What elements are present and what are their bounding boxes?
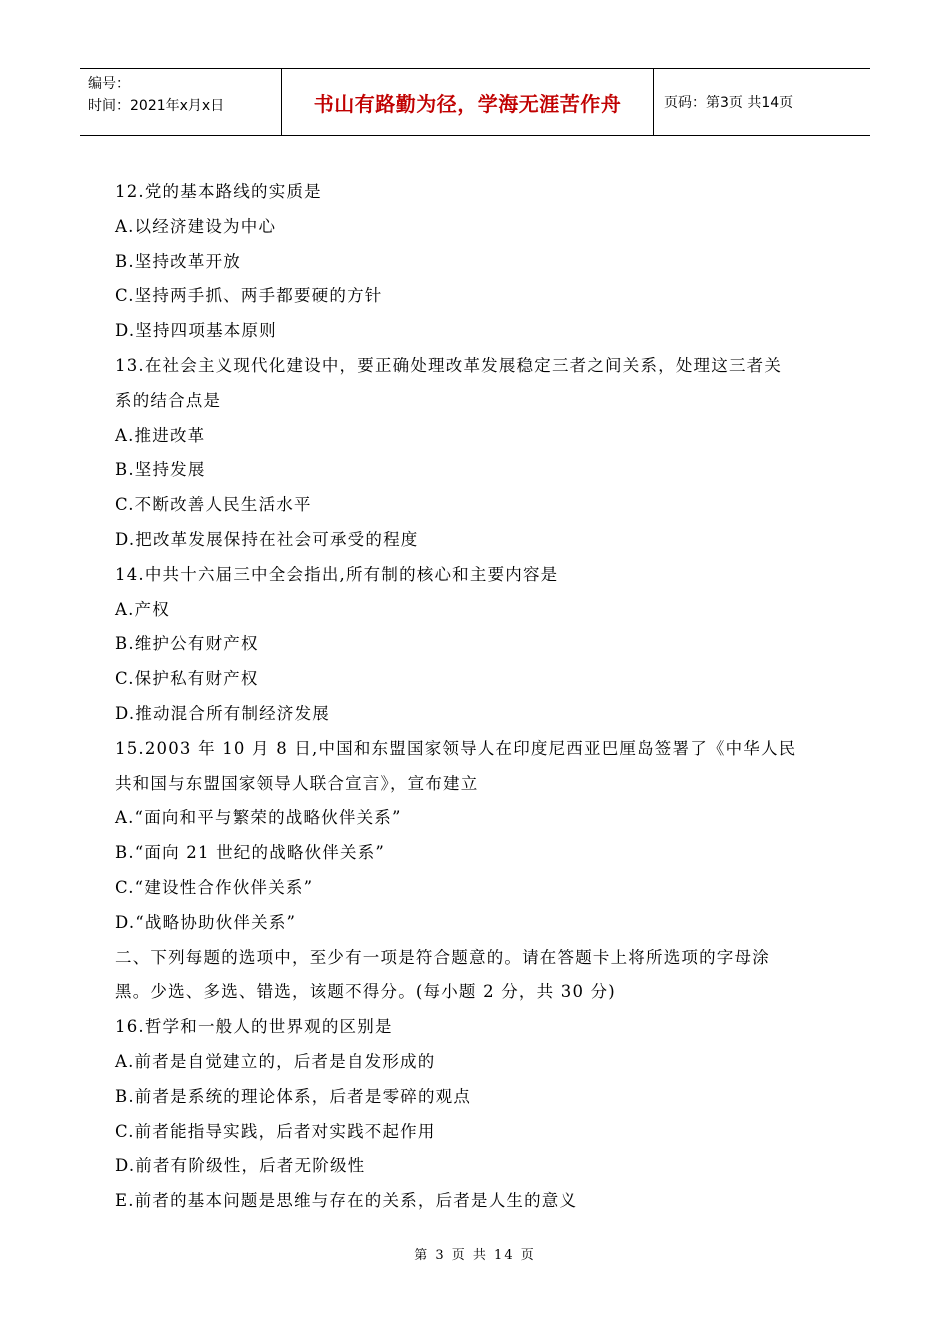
text-line: 16.哲学和一般人的世界观的区别是: [115, 1017, 393, 1037]
text-line: 13.在社会主义现代化建设中，要正确处理改革发展稳定三者之间关系，处理这三者关: [115, 355, 783, 375]
text-line: A.以经济建设为中心: [115, 216, 277, 236]
text-line: D.推动混合所有制经济发展: [115, 703, 330, 723]
text-line: B.“面向 21 世纪的战略伙伴关系”: [115, 843, 386, 863]
document-number: 编号：: [88, 76, 130, 92]
text-line: 二、下列每题的选项中，至少有一项是符合题意的。请在答题卡上将所选项的字母涂: [115, 947, 770, 967]
header-meta: [80, 69, 282, 135]
text-line: C.“建设性合作伙伴关系”: [115, 877, 314, 897]
text-line: B.坚持发展: [115, 460, 206, 480]
page-header: [80, 68, 870, 136]
text-line: D.坚持四项基本原则: [115, 321, 277, 341]
text-line: 共和国与东盟国家领导人联合宣言》，宣布建立: [115, 773, 479, 793]
text-line: D.“战略协助伙伴关系”: [115, 912, 297, 932]
text-line: A.前者是自觉建立的，后者是自发形成的: [115, 1051, 436, 1071]
text-line: C.前者能指导实践，后者对实践不起作用: [115, 1121, 436, 1141]
text-line: B.坚持改革开放: [115, 251, 241, 271]
page-footer: 第 3 页 共 14 页: [414, 1248, 536, 1263]
text-line: 黑。少选、多选、错选，该题不得分。(每小题 2 分，共 30 分): [115, 982, 616, 1002]
text-line: D.把改革发展保持在社会可承受的程度: [115, 529, 419, 549]
header-motto: 书山有路勤为径，学海无涯苦作舟: [282, 69, 654, 135]
text-line: A.产权: [115, 599, 170, 619]
text-line: B.维护公有财产权: [115, 634, 259, 654]
text-line: 15.2003 年 10 月 8 日,中国和东盟国家领导人在印度尼西亚巴厘岛签署了《中华人民: [115, 738, 797, 758]
text-line: 14.中共十六届三中全会指出,所有制的核心和主要内容是: [115, 564, 559, 584]
text-line: E.前者的基本问题是思维与存在的关系，后者是人生的意义: [115, 1191, 578, 1211]
text-line: B.前者是系统的理论体系，后者是零碎的观点: [115, 1086, 472, 1106]
text-line: C.保护私有财产权: [115, 669, 259, 689]
text-line: 系的结合点是: [115, 390, 222, 410]
document-date: 时间：2021年x月x日: [88, 98, 225, 114]
text-line: C.坚持两手抓、两手都要硬的方针: [115, 286, 383, 306]
text-line: A.推进改革: [115, 425, 206, 445]
header-page-info: 页码：第3页 共14页: [664, 95, 794, 111]
text-line: A.“面向和平与繁荣的战略伙伴关系”: [115, 808, 402, 828]
question-content: [115, 175, 840, 1219]
text-line: D.前者有阶级性，后者无阶级性: [115, 1156, 366, 1176]
text-line: 12.党的基本路线的实质是: [115, 182, 322, 201]
text-line: C.不断改善人民生活水平: [115, 495, 312, 515]
